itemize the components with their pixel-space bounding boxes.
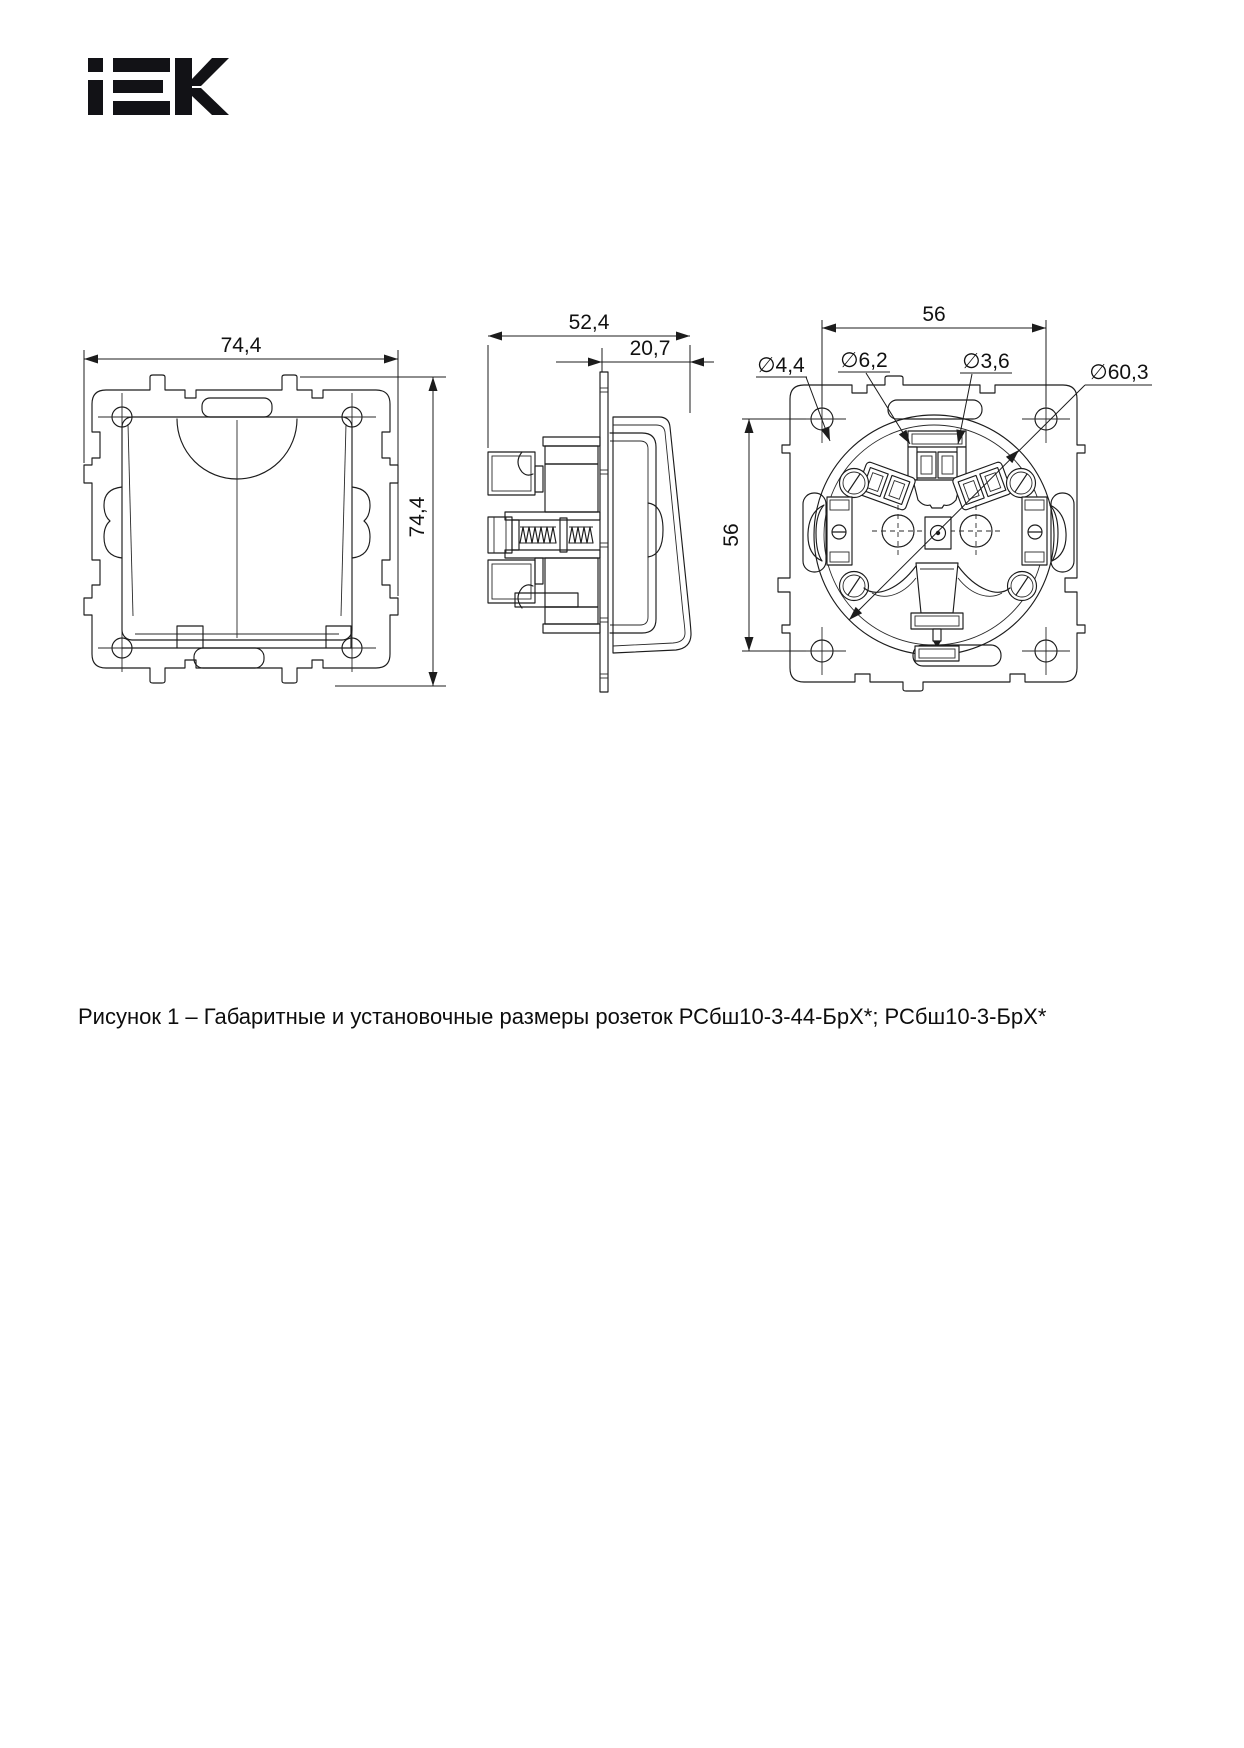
mechanism-diameter-label: ∅60,3 — [1089, 361, 1149, 384]
logo-i-stem — [88, 80, 103, 115]
front-view — [84, 334, 446, 686]
callout-hole-diameter — [756, 354, 830, 441]
callout-screw-diameter — [956, 350, 1012, 444]
figure-caption: Рисунок 1 – Габаритные и установочные размеры розеток РСбш10-3-44-БрХ*; РСбш10-3-БрХ* — [78, 1004, 1047, 1029]
logo-k-upper-arm — [192, 58, 229, 86]
side-depth-label: 52,4 — [568, 311, 610, 334]
side-terminal-lower — [488, 560, 535, 603]
hole-spacing-v-label: 56 — [720, 523, 743, 547]
logo-i-dot — [88, 58, 103, 72]
cable-clamp — [911, 563, 963, 661]
cover-hinge-tab — [194, 648, 264, 668]
cover-hinge-right — [326, 626, 351, 648]
back-view — [720, 303, 1152, 691]
logo-e-top — [113, 58, 170, 72]
side-screw-thread-2 — [569, 527, 593, 543]
hole-spacing-h-label: 56 — [922, 303, 946, 326]
side-flange-plate — [600, 372, 608, 692]
side-protrusion-label: 20,7 — [629, 337, 671, 360]
iek-logo — [88, 58, 229, 115]
side-claw-screw-head — [488, 517, 512, 553]
cover-latch-tab — [202, 398, 272, 417]
side-view — [488, 311, 714, 692]
front-width-label: 74,4 — [220, 334, 262, 357]
logo-e-mid — [113, 80, 163, 93]
side-screw-thread-1 — [520, 527, 556, 543]
dim-side-depth — [488, 311, 690, 448]
dim-back-hole-spacing-v — [720, 419, 806, 651]
back-mechanism — [808, 415, 1066, 661]
back-slot-top — [888, 400, 982, 419]
terminal-top — [908, 431, 966, 508]
front-height-label: 74,4 — [406, 496, 429, 538]
screw-diameter-label: ∅3,6 — [962, 350, 1010, 373]
hole-diameter-label: ∅4,4 — [757, 354, 805, 377]
screw-head-diameter-label: ∅6,2 — [840, 349, 888, 372]
callout-screw-head-diameter — [838, 349, 910, 444]
side-cover — [613, 417, 691, 653]
side-mechanism-housing — [488, 437, 600, 633]
frame-clip-left — [104, 487, 122, 558]
logo-k-stem — [175, 58, 192, 115]
side-terminal-upper — [488, 452, 535, 495]
front-cover — [104, 398, 370, 668]
logo-e-bottom — [113, 101, 170, 115]
frame-clip-right — [352, 487, 370, 558]
logo-k-lower-arm — [192, 88, 229, 115]
side-socket-boss — [610, 433, 663, 633]
cover-hinge-left — [177, 626, 203, 648]
